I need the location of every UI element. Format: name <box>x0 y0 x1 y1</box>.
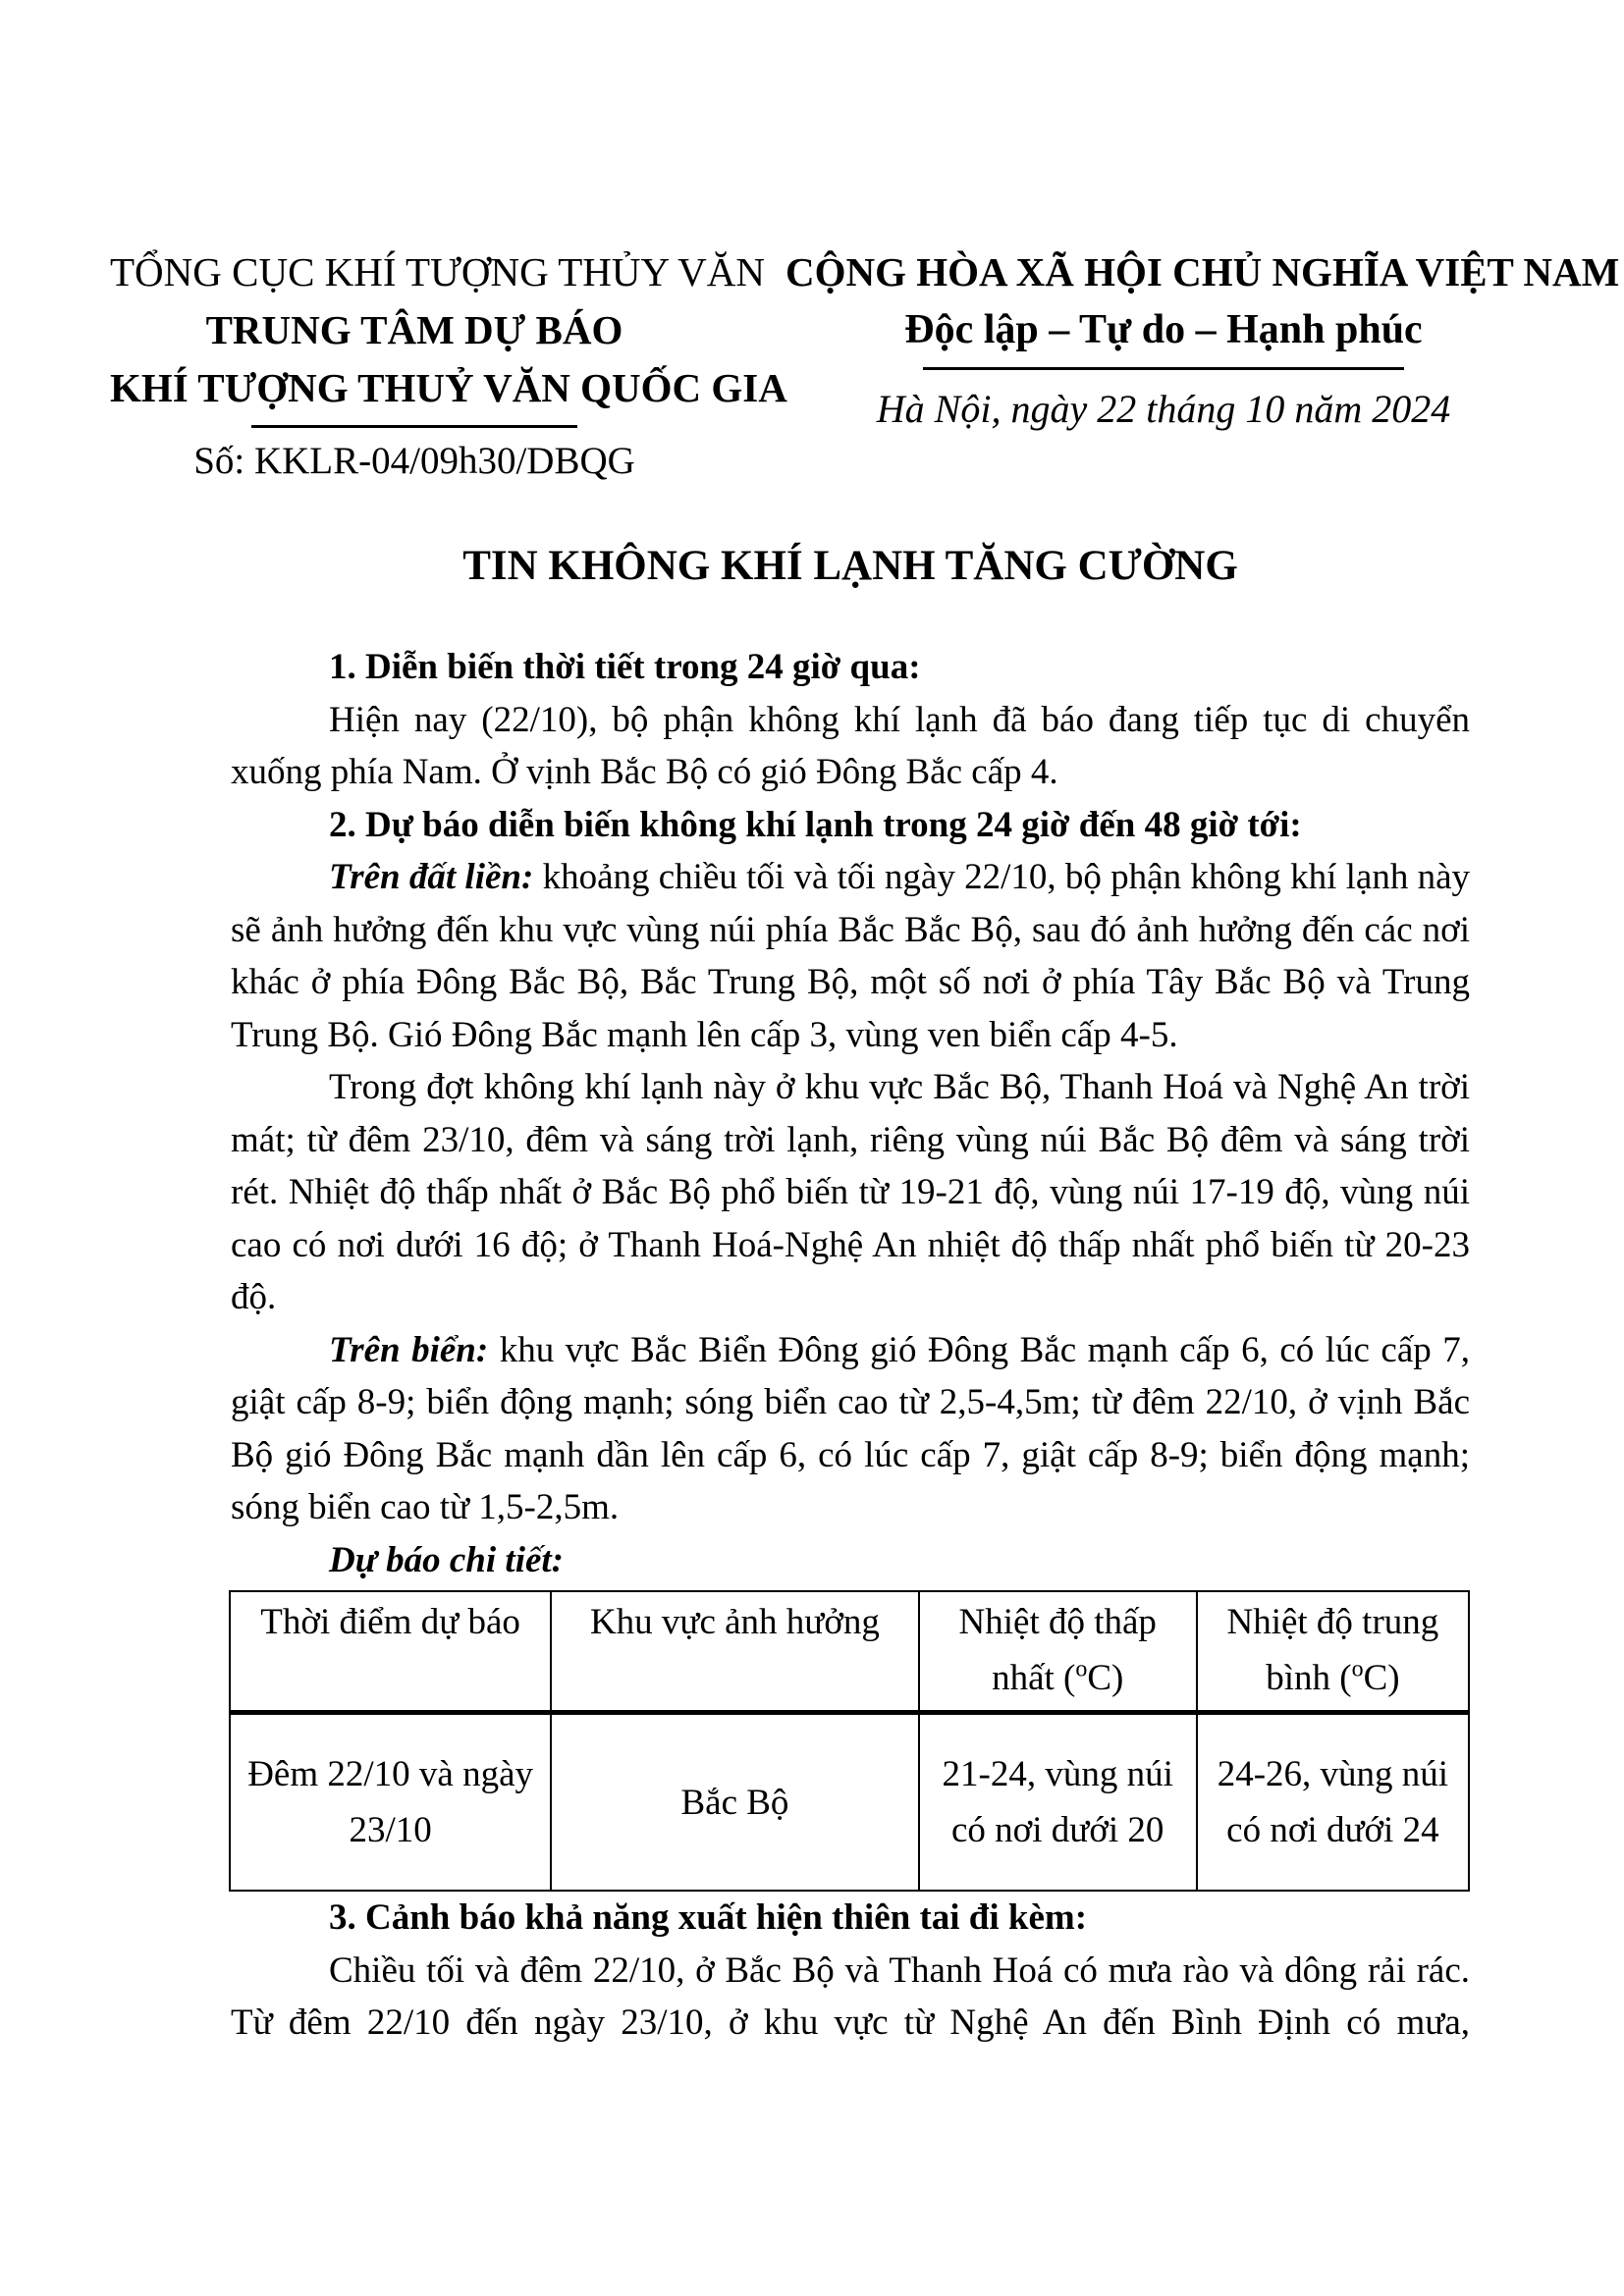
agency-name-line2: KHÍ TƯỢNG THUỶ VĂN QUỐC GIA <box>110 365 787 410</box>
forecast-table-header-row <box>230 1591 1469 1713</box>
section-1-heading: 1. Diễn biến thời tiết trong 24 giờ qua: <box>329 647 921 687</box>
country-name: CỘNG HÒA XÃ HỘI CHỦ NGHĨA VIỆT NAM <box>785 249 1620 294</box>
land-forecast-paragraph <box>231 851 1470 1061</box>
sea-forecast-paragraph <box>231 1324 1470 1534</box>
forecast-detail-label-line <box>231 1534 1470 1587</box>
degree-superscript: o <box>1075 1656 1088 1682</box>
forecast-table <box>229 1590 1470 1892</box>
col-header-tavg: Nhiệt độ trung bình ($^o$C) <box>1197 1591 1469 1713</box>
section-2-heading: 2. Dự báo diễn biến không khí lạnh trong 24 giờ đến 48 giờ tới: <box>329 804 1302 845</box>
col-header-time: Thời điểm dự báo <box>230 1591 551 1713</box>
sea-forecast-lead: Trên biển: <box>329 1329 489 1370</box>
section-1-paragraph: Hiện nay (22/10), bộ phận không khí lạnh đã báo đang tiếp tục di chuyển xuống phía Nam. Ở vịnh Bắc Bộ có gió Đông Bắc cấp 4. <box>231 699 1470 792</box>
col-header-tmin: Nhiệt độ thấp nhất ($^o$C) <box>919 1591 1197 1713</box>
cell-time: Đêm 22/10 và ngày 23/10 <box>230 1713 551 1892</box>
document-header <box>0 0 1624 489</box>
bulletin-body <box>231 641 1470 2050</box>
forecast-detail-label: Dự báo chi tiết: <box>329 1539 565 1580</box>
national-header-block <box>785 243 1620 489</box>
bulletin-title: TIN KHÔNG KHÍ LẠNH TĂNG CƯỜNG <box>462 543 1238 589</box>
temperature-paragraph: Trong đợt không khí lạnh này ở khu vực Bắc Bộ, Thanh Hoá và Nghệ An trời mát; từ đêm 23/10, đêm và sáng trời lạnh, riêng vùng núi Bắc Bộ đêm và sáng trời rét. Nhiệt độ thấp nhất ở Bắc Bộ phổ biến từ 19-21 độ, vùng núi 17-19 độ, vùng núi cao có nơi dưới 16 độ; ở Thanh Hoá-Nghệ An nhiệt độ thấp nhất phổ biến từ 20-23 độ. <box>231 1067 1470 1317</box>
agency-parent: TỔNG CỤC KHÍ TƯỢNG THỦY VĂN <box>110 249 765 294</box>
sea-forecast-text: khu vực Bắc Biển Đông gió Đông Bắc mạnh cấp 6, có lúc cấp 7, giật cấp 8-9; biển động mạnh; sóng biển cao từ 2,5-4,5m; từ đêm 22/10, ở vịnh Bắc Bộ gió Đông Bắc mạnh dần lên cấp 6, có lúc cấp 7, giật cấp 8-9; biển động mạnh; sóng biển cao từ 1,5-2,5m. <box>231 1329 1471 1527</box>
degree-superscript: o <box>1351 1656 1364 1682</box>
cell-tmin: 21-24, vùng núi có nơi dưới 20 <box>919 1713 1197 1892</box>
forecast-table-row <box>230 1713 1469 1892</box>
section-3-paragraph: Chiều tối và đêm 22/10, ở Bắc Bộ và Thanh Hoá có mưa rào và dông rải rác. Từ đêm 22/10 đến ngày 23/10, ở khu vực từ Nghệ An đến Bình Định có mưa, <box>231 1949 1470 2043</box>
section-3-heading: 3. Cảnh báo khả năng xuất hiện thiên tai đi kèm: <box>329 1897 1088 1938</box>
land-forecast-lead: Trên đất liền: <box>329 857 534 897</box>
agency-underline <box>251 425 577 428</box>
place-dateline: Hà Nội, ngày 22 tháng 10 năm 2024 <box>876 387 1451 431</box>
document-number: Số: KKLR-04/09h30/DBQG <box>193 440 635 482</box>
issuing-agency-block <box>110 243 787 489</box>
motto-underline <box>923 367 1404 370</box>
cell-tavg: 24-26, vùng núi có nơi dưới 24 <box>1197 1713 1469 1892</box>
national-motto: Độc lập – Tự do – Hạnh phúc <box>904 307 1423 352</box>
cell-region: Bắc Bộ <box>551 1713 918 1892</box>
col-header-region: Khu vực ảnh hưởng <box>551 1591 918 1713</box>
land-forecast-text: khoảng chiều tối và tối ngày 22/10, bộ phận không khí lạnh này sẽ ảnh hưởng đến khu vực vùng núi phía Bắc Bắc Bộ, sau đó ảnh hưởng đến các nơi khác ở phía Đông Bắc Bộ, Bắc Trung Bộ, một số nơi ở phía Tây Bắc Bộ và Trung Trung Bộ. Gió Đông Bắc mạnh lên cấp 3, vùng ven biển cấp 4-5. <box>231 857 1470 1055</box>
agency-name-line1: TRUNG TÂM DỰ BÁO <box>205 307 623 352</box>
